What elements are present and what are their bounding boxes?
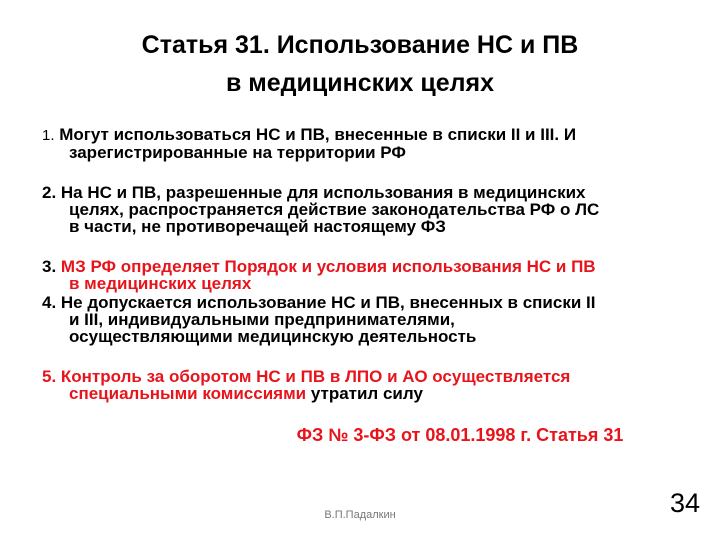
item-3-line-1: МЗ РФ определяет Порядок и условия использования НС и ПВ	[56, 257, 596, 276]
list-item-2	[42, 184, 682, 235]
list-item-4	[42, 294, 682, 345]
list-item-5	[42, 368, 682, 402]
slide-title-line-1: Статья 31. Использование НС и ПВ	[141, 31, 579, 59]
item-1-number: 1.	[42, 127, 55, 144]
item-5-line-2-red: специальными комиссиями	[69, 384, 307, 403]
item-5-line-1: 5. Контроль за оборотом НС и ПВ в ЛПО и АО осуществляется	[42, 367, 571, 386]
item-2-line-2: целях, распространяется действие законодательства РФ о ЛС	[69, 200, 600, 219]
item-4-line-3: осуществляющими медицинскую деятельность	[69, 327, 477, 346]
page-number: 34	[669, 488, 700, 518]
item-2-line-3: в части, не противоречащей настоящему ФЗ	[69, 217, 446, 236]
item-1-line-1: Могут использоваться НС и ПВ, внесенные в списки II и III. И	[54, 125, 577, 144]
item-1-line-2: зарегистрированные на территории РФ	[69, 143, 406, 162]
item-4-line-2: и III, индивидуальными предпринимателями,	[69, 310, 455, 329]
list-item-1	[42, 126, 682, 161]
author-footer: В.П.Падалкин	[324, 509, 396, 521]
list-item-3	[42, 258, 682, 292]
slide-title-line-2: в медицинских целях	[225, 69, 495, 97]
item-4-line-1: 4. Не допускается использование НС и ПВ, внесенных в списки II	[42, 293, 596, 312]
item-3-line-2: в медицинских целях	[69, 274, 252, 293]
item-3-number: 3.	[42, 257, 57, 276]
law-reference: ФЗ № 3-ФЗ от 08.01.1998 г. Статья 31	[296, 425, 624, 445]
item-5-line-2-black: утратил силу	[306, 384, 423, 403]
item-2-line-1: 2. На НС и ПВ, разрешенные для использования в медицинских	[42, 183, 586, 202]
